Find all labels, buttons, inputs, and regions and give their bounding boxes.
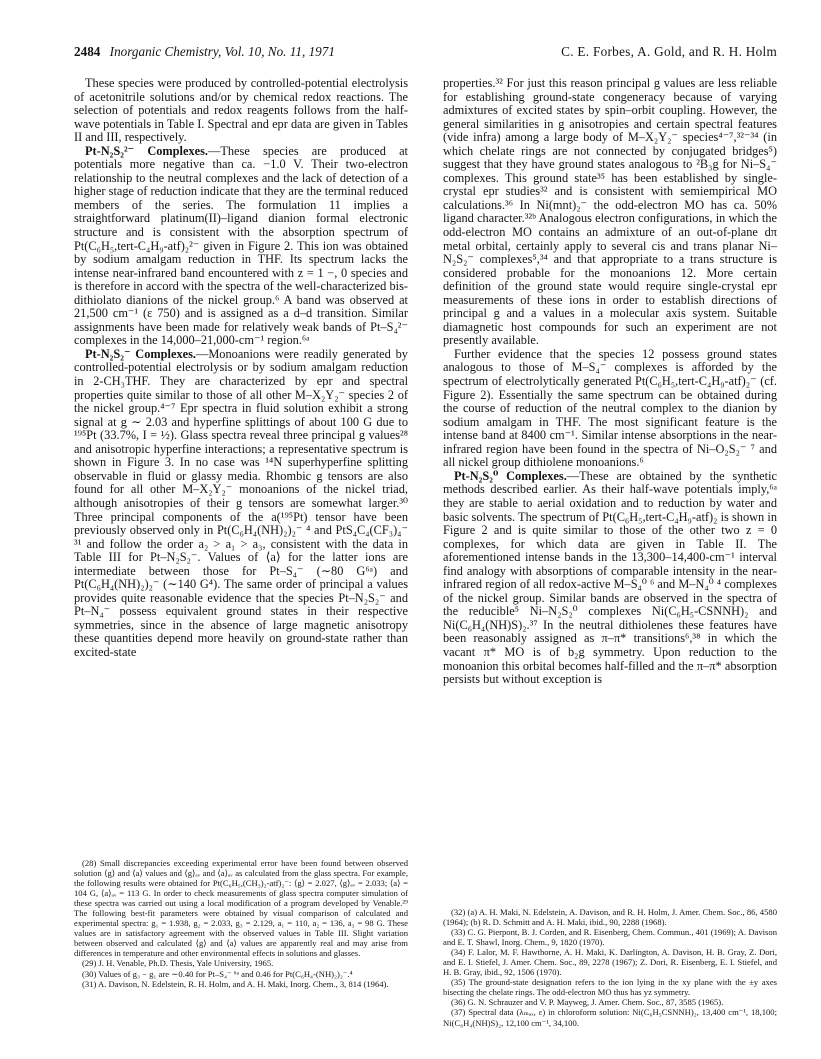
paragraph-text: —These species are produced at potentials more negative than ca. −1.0 V. Their two-electron relationship to the neutral complexes and the lack of detection of a higher stage of reduction indicate that they are the terminal reduced members of the series. The formulation 11 implies a straightforward platinum(II)–ligand dianion formal electronic structure and is consistent with the absorption spectrum of Pt(C₆H₅,tert-C₄H₉-atf)₂²⁻ given in Figure 2. This ion was obtained by sodium amalgam reduction in THF. Its spectrum lacks the intense near-infrared band encountered with z = 1 −, 0 species and is therefore in accord with the spectra of the well-characterized bis-dithiolato dianions of the nickel group.⁶ A band was observed at 21,500 cm⁻¹ (ε 750) and is assigned as a d–d transition. Similar assignments have been made for relatively weak bands of Pt–S₄²⁻ complexes in the 14,000–21,000-cm⁻¹ region.⁶ᵃ [74, 143, 408, 348]
footnote: (36) G. N. Schrauzer and V. P. Mayweg, J. Amer. Chem. Soc., 87, 3585 (1965). [451, 997, 724, 1008]
footnote: (29) J. H. Venable, Ph.D. Thesis, Yale University, 1965. [82, 958, 274, 969]
body-paragraph [74, 77, 408, 145]
footnote: (34) F. Lalor, M. F. Hawthorne, A. H. Maki, K. Darlington, A. Davison, H. B. Gray, Z. Dori, and E. I. Stiefel, J. Amer. Chem. Soc., 89, 2278 (1967); Z. Dori, R. Eisenberg, E. I. Stiefel, and H. B. Gray, ibid., 92, 1506 (1970). [443, 947, 777, 978]
footnote: (28) Small discrepancies exceeding experimental error have been found between observed solution ⟨g⟩ and ⟨a⟩ values and ⟨g⟩ₐᵥ and ⟨a⟩ₐᵥ as calculated from the glass spectra. For example, the following results were obtained for Pt(C₆H₅,(CH₃)₂-atf)₂⁻: ⟨g⟩ = 2.027, ⟨g⟩ₐᵥ = 2.033; ⟨a⟩ = 104 G, ⟨a⟩ₐᵥ = 113 G. In order to check measurements of glass spectra computer simulation of these spectra was carried out using a local modification of a program developed by Venable.²⁹ The following best-fit parameters were obtained by visual comparison of calculated and experimental spectra: g₁ = 1.938, g₂ = 2.033, g₃ = 2.129, a₁ = 110, a₂ = 136, a₃ = 98 G. These values are in satisfactory agreement with the observed values in Table III. Slight variation between observed and calculated ⟨g⟩ and ⟨a⟩ values are apparently real and may arise from differences in temperature and other environmental effects in solutions and glasses. [74, 858, 408, 959]
body-paragraph [443, 470, 777, 687]
page-header [74, 44, 777, 60]
header-left [74, 44, 335, 60]
left-column [74, 77, 408, 660]
body-paragraph [74, 145, 408, 348]
footnote: (31) A. Davison, N. Edelstein, R. H. Holm, and A. H. Maki, Inorg. Chem., 3, 814 (1964). [82, 978, 389, 989]
section-heading: Pt-N₂S₂²⁻ Complexes. [85, 143, 208, 158]
body-paragraph [443, 77, 777, 348]
footnotes-left [74, 858, 408, 989]
paragraph-text: properties.³² For just this reason principal g values are less reliable for establishing ground-state congeneracy because of varying admixtures of excited states by spin–orbit coupling. However, the general similarities in g anisotropies and certain spectral features (vide infra) among a large body of M–X₂Y₂⁻ species⁴⁻⁷,³²⁻³⁴ (in which chelate rings are not connected by conjugated bridges⁵) suggest that they have ground states analogous to ²B₃g for Ni–S₄⁻ complexes. This ground state³⁵ has been established by single-crystal epr studies³² and is consistent with semiempirical MO calculations.³⁶ In Ni(mnt)₂⁻ the odd-electron MO has ca. 50% ligand character.³²ᵇ Analogous electron configurations, in which the odd-electron MO contains an admixture of an out-of-plane dπ metal orbital, certainly apply to several cis and trans planar Ni–N₂S₂⁻ complexes⁵,³⁴ and that appropriate to a trans structure is considered probable for the monoanions 12. More certain definition of the ground state would require single-crystal epr measurements of these ions in order to establish directions of principal g and a values in a molecular axis system. Suitable diamagnetic host compounds for such an experiment are not presently available. [443, 76, 777, 348]
paragraph-text: These species were produced by controlled-potential electrolysis of acetonitrile solutions and/or by chemical redox reactions. The selection of potentials and redox reagents follows from the half-wave potentials in Table I. Spectral and epr data are given in Tables II and III, respectively. [74, 76, 408, 145]
section-heading: Pt-N₂S₂⁰ Complexes. [454, 468, 567, 483]
paragraph-text: —These are obtained by the synthetic methods described earlier. As their half-wave potentials imply,⁶ᵃ they are stable to aerial oxidation and to reduction by water and basic solvents. The spectrum of Pt(C₆H₅,tert-C₄H₉-atf)₂ is shown in Figure 2 and is quite similar to those of the other two z = 0 complexes, for which data are given in Table II. The aforementioned intense bands in the 13,300–14,400-cm⁻¹ interval find analogy with absorptions of comparable intensity in the near-infrared region of all redox-active M–S₄⁰ ⁶ and M–N₄⁰ ⁴ complexes of the nickel group. Similar bands are observed in the spectra of the reducible⁵ Ni–N₂S₂⁰ complexes Ni(C₆H₅-CSNNH)₂ and Ni(C₆H₄(NH)S)₂.³⁷ In the neutral dithiolenes these features have been reasonably assigned as π–π* transitions⁶,³⁸ in which the vacant π* MO is of b₂g symmetry. Upon reduction to the monoanion this orbital becomes half-filled and the π–π* absorption persists but without exception is [443, 468, 777, 687]
paragraph-text: —Monoanions were readily generated by controlled-potential electrolysis or by sodium amalgam reduction in 2-CH₃THF. They are characterized by epr and spectral properties quite similar to those of all other M–X₂Y₂⁻ species 2 of the nickel group.⁴⁻⁷ Epr spectra in fluid solution exhibit a strong signal at g ∼ 2.03 and hyperfine splittings of about 100 G due to ¹⁹⁵Pt (33.7%, I = ½). Glass spectra reveal three principal g values²⁸ and anisotropic hyperfine interactions; a representative spectrum is shown in Figure 3. In no case was ¹⁴N superhyperfine splitting observable in fluid or glassy media. Rhombic g tensors are also found for all other M–X₂Y₂⁻ monoanions of the nickel triad, although anisotropies of their g tensors are somewhat larger.³⁰ Three principal components of the a(¹⁹⁵Pt) tensor have been previously observed only in Pt(C₆H₄(NH)₂)₂⁻ ⁴ and PtS₄C₄(CF₃)₄⁻ ³¹ and follow the order a₂ > a₁ > a₃, consistent with the data in Table III for Pt–N₂S₂⁻. Values of ⟨a⟩ for the latter ions are intermediate between those for Pt–S₄⁻ (∼80 G⁶ᵃ) and Pt(C₆H₄(NH)₂)₂⁻ (∼140 G⁴). The same order of principal a values provides quite reasonable evidence that the species Pt–N₂S₂⁻ and Pt–N₄⁻ possess equivalent ground states in their respective symmetries, since in the absence of large magnetic anisotropy these quantities depend more heavily on ground-state rather than excited-state [74, 346, 408, 659]
paragraph-text: Further evidence that the species 12 possess ground states analogous to those of M–S₄⁻ complexes is afforded by the spectrum of electrolytically generated Pt(C₆H₅,tert-C₄H₉-atf)₂⁻ (cf. Figure 2). Essentially the same spectrum can be obtained during the course of reduction of the neutral complex to the dianion by sodium amalgam in THF. The most significant feature is the intense band at 8400 cm⁻¹. Similar intense absorptions in the near-infrared region have been found in the spectra of Ni–O₂S₂⁻ ⁷ and all nickel group dithiolene monoanions.⁶ [443, 346, 777, 470]
right-column [443, 77, 777, 687]
section-heading: Pt-N₂S₂⁻ Complexes. [85, 346, 196, 361]
footnote: (32) (a) A. H. Maki, N. Edelstein, A. Davison, and R. H. Holm, J. Amer. Chem. Soc., 86, 4580 (1964); (b) R. D. Schmitt and A. H. Maki, ibid., 90, 2288 (1968). [443, 907, 777, 928]
footnotes-right [443, 907, 777, 1028]
body-paragraph [74, 348, 408, 660]
footnote: (37) Spectral data (λₘₐₓ, ε) in chloroform solution: Ni(C₆H₅CSNNH)₂, 13,400 cm⁻¹, 18,100; Ni(C₆H₄(NH)S)₂, 12,100 cm⁻¹, 34,100. [443, 1007, 777, 1028]
footnote: (35) The ground-state designation refers to the ion lying in the xy plane with the ±y axes bisecting the chelate rings. The odd-electron MO thus has yz symmetry. [443, 977, 777, 998]
running-authors: C. E. Forbes, A. Gold, and R. H. Holm [561, 44, 777, 59]
body-paragraph [443, 348, 777, 470]
footnote: (33) C. G. Pierpont, B. J. Corden, and R. Eisenberg, Chem. Commun., 401 (1969); A. Davison and E. T. Shawl, Inorg. Chem., 9, 1820 (1970). [443, 927, 777, 948]
journal-citation: Inorganic Chemistry, Vol. 10, No. 11, 1971 [109, 44, 335, 59]
page-number: 2484 [74, 44, 101, 59]
footnote: (30) Values of g₃ − g₁ are ∼0.40 for Pt–S₄⁻ ⁶ᵃ and 0.46 for Pt(C₆H₄-(NH)₂)₂⁻.⁴ [82, 968, 353, 979]
